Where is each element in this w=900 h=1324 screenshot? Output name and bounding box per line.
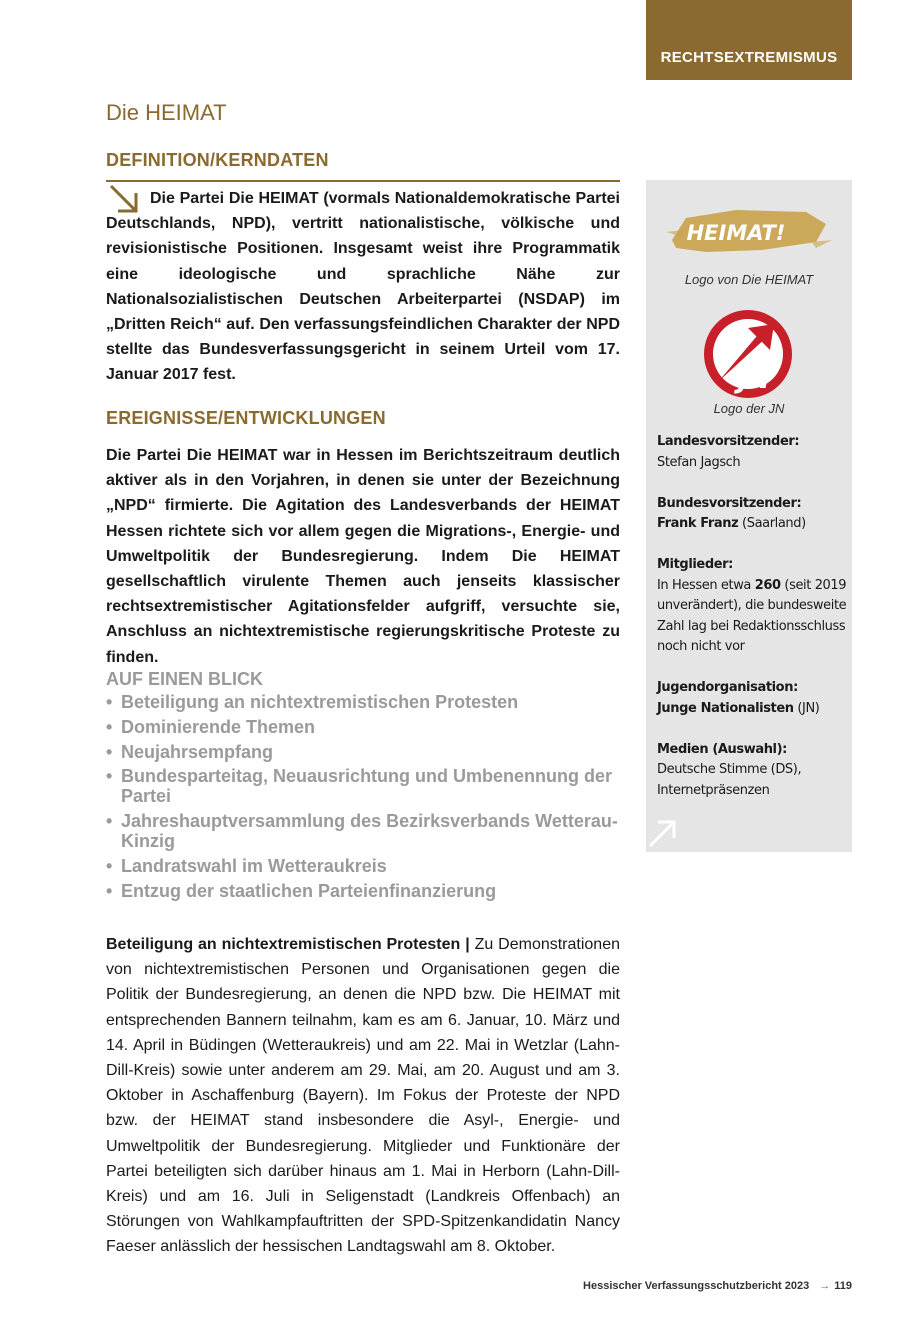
jn-logo-caption: Logo der JN [713, 401, 785, 416]
list-item: • Entzug der staatlichen Parteienfinanzierung [106, 881, 620, 901]
definition-heading: DEFINITION/KERNDATEN [106, 150, 329, 170]
definition-body: Die Partei Die HEIMAT (vormals Nationaldemokratische Partei Deutschlands, NPD), vertritt nationalistische, völkische und revisionistische Positionen. Insgesamt weist ihre Programmatik eine ideologische und sprachliche Nähe zur Nationalsozialistischen Deutschen Arbeiterpartei (NSDAP) im „Dritten Reich“ auf. Den verfassungsfeindlichen Charakter der NPD stellte das Bundesverfassungsgericht in seinem Urteil vom 17. Januar 2017 fest. [106, 190, 620, 384]
jn-text: JN [738, 365, 770, 395]
page-number: 119 [834, 1280, 852, 1292]
list-item: • Beteiligung an nichtextremistischen Protesten [106, 692, 620, 712]
arrow-up-right-icon [646, 816, 678, 850]
fact-value: Deutsche Stimme (DS), Internetpräsenzen [657, 762, 802, 798]
key-facts [657, 432, 847, 822]
fact-media [657, 740, 847, 802]
list-item: • Bundesparteitag, Neuausrichtung und Umbenennung der Partei [106, 766, 620, 806]
at-a-glance [106, 668, 620, 906]
heimat-logo [666, 202, 832, 258]
body-text: Zu Demonstrationen von nichtextremistischen Personen und Organisationen gegen die Politik der Bundesregierung, an denen die NPD bzw. Die HEIMAT mit entsprechenden Bannern teilnahm, kam es am 6. Januar, 10. März und 14. April in Büdingen (Wetteraukreis) und am 22. Mai in Wetzlar (Lahn-Dill-Kreis) sowie unter anderem am 29. Mai, am 20. August und am 3. Oktober in Aschaffenburg (Bayern). Im Fokus der Proteste der NPD bzw. der HEIMAT stand insbesondere die Asyl-, Energie- und Umweltpolitik der Bundesregierung. Mitglieder und Funktionäre der Partei beteiligten sich darüber hinaus am 1. Mai in Herborn (Lahn-Dill-Kreis) und am 16. Juli in Seligenstadt (Landkreis Offenbach) an Störungen von Wahlkampfauftritten der SPD-Spitzenkandidatin Nancy Faeser anlässlich der hessischen Landtagswahl am 8. Oktober. [106, 936, 621, 1256]
definition-rule [106, 180, 620, 182]
members-suffix: (seit 2019 unverändert), die bundesweite Zahl lag bei Redaktionsschluss noch nicht vor [657, 577, 847, 654]
fact-value: Stefan Jagsch [657, 454, 741, 470]
members-prefix: In Hessen etwa [657, 577, 751, 593]
fact-label: Landesvorsitzender: [657, 434, 800, 449]
federal-chair-name: Frank Franz [657, 516, 739, 531]
jn-logo [702, 308, 794, 400]
youth-name: Junge Nationalisten [657, 700, 794, 716]
fact-value [657, 514, 847, 535]
body-lead-in: Beteiligung an nichtextremistischen Protesten | [106, 936, 470, 953]
members-count: 260 [754, 577, 781, 593]
body-paragraph [106, 932, 620, 1260]
fact-federal-chair [657, 494, 847, 535]
fact-state-chair [657, 432, 847, 473]
section-tab [646, 0, 852, 80]
arrow-right-icon: → [819, 1280, 831, 1292]
fact-value [657, 576, 847, 658]
logo-text: HEIMAT! [686, 221, 786, 245]
fact-sidebar [646, 180, 852, 852]
youth-detail: (JN) [797, 700, 820, 716]
page-footer [583, 1280, 852, 1292]
list-item: • Dominierende Themen [106, 717, 620, 737]
at-a-glance-title: AUF EINEN BLICK [106, 669, 263, 689]
heimat-logo-caption: Logo von Die HEIMAT [684, 272, 814, 287]
fact-value [657, 699, 847, 720]
definition-text [106, 186, 620, 388]
fact-label: Jugendorganisation: [657, 680, 798, 695]
events-heading: EREIGNISSE/ENTWICKLUNGEN [106, 408, 386, 428]
fact-label: Medien (Auswahl): [657, 741, 787, 757]
fact-label: Mitglieder: [657, 557, 733, 572]
list-item: • Landratswahl im Wetteraukreis [106, 856, 620, 876]
footer-report-title: Hessischer Verfassungsschutzbericht 2023 [583, 1280, 810, 1292]
fact-members [657, 555, 847, 658]
events-text: Die Partei Die HEIMAT war in Hessen im Berichtszeitraum deutlich aktiver als in den Vorjahren, in denen sie unter der Bezeichnung „NPD“ firmierte. Die Agitation des Landesverbands der HEIMAT Hessen richtete sich vor allem gegen die Migrations-, Energie- und Umweltpolitik der Bundesregierung. Indem Die HEIMAT gesellschaftlich virulente Themen auch jenseits klassischer rechtsextremistischer Agitationsfelder aufgriff, versuchte sie, Anschluss an nichtextremistische regierungskritische Proteste zu finden. [106, 447, 620, 666]
fact-label: Bundesvorsitzender: [657, 495, 802, 511]
section-label: RECHTSEXTREMISMUS [660, 49, 838, 66]
page-title: Die HEIMAT [106, 100, 227, 125]
fact-youth [657, 678, 847, 719]
federal-chair-detail: (Saarland) [742, 516, 806, 531]
list-item: • Neujahrsempfang [106, 742, 620, 762]
list-item: • Jahreshauptversammlung des Bezirksverbands Wetterau-Kinzig [106, 811, 620, 851]
at-a-glance-list [106, 692, 620, 901]
